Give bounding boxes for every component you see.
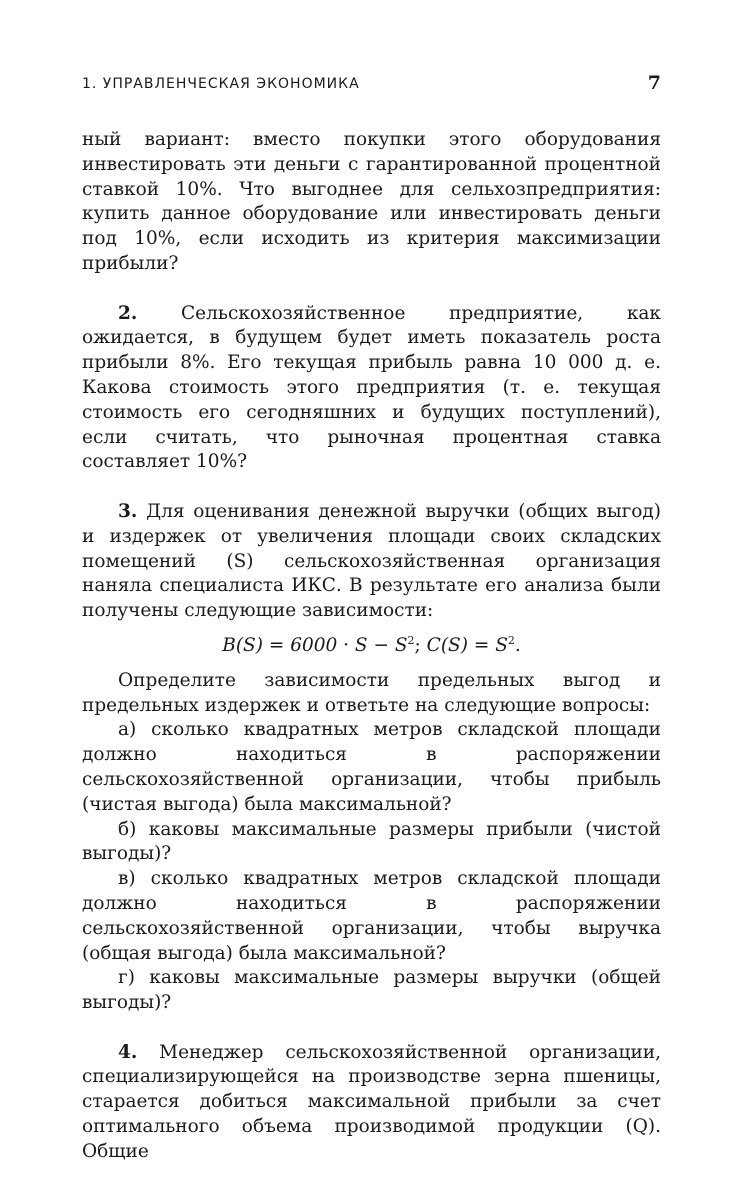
task-3-question-d: г) каковы максимальные размеры выручки (общей выгоды)?	[82, 967, 661, 1014]
task-3-text: Для оценивания денежной выручки (общих выгод) и издержек от увеличения площади своих складских помещений (S) сельскохозяйственная организация наняла специалиста ИКС. В результате его анализа были получены следующие зависимости:	[82, 500, 662, 622]
formula-separator: ;	[414, 634, 427, 656]
formula-cost-exponent: 2	[507, 633, 515, 647]
formula-end: .	[514, 634, 521, 656]
task-4-number: 4.	[118, 1041, 138, 1063]
task-3-formula	[82, 634, 661, 659]
formula-benefit: B(S) = 6000 · S − S	[222, 634, 408, 656]
task-2-number: 2.	[118, 302, 138, 324]
continuation-paragraph: ный вариант: вместо покупки этого оборудования инвестировать эти деньги с гарантированной процентной ставкой 10%. Что выгоднее для сельхозпредприятия: купить данное оборудование или инвестировать деньги под 10%, если исходить из критерия максимизации прибыли?	[82, 129, 661, 274]
task-2-text: Сельскохозяйственное предприятие, как ожидается, в будущем будет иметь показатель роста прибыли 8%. Его текущая прибыль равна 10 000 д. е. Какова стоимость этого предприятия (т. е. текущая стоимость его сегодняшних и будущих поступлений), если считать, что рыночная процентная ставка составляет 10%?	[82, 302, 661, 473]
task-3-question-a: а) сколько квадратных метров складской площади должно находиться в распоряжении сельскохозяйственной организации, чтобы прибыль (чистая выгода) была максимальной?	[82, 719, 661, 815]
task-2-paragraph	[82, 302, 661, 476]
running-title: 1. УПРАВЛЕНЧЕСКАЯ ЭКОНОМИКА	[82, 76, 360, 92]
task-3-number: 3.	[118, 500, 138, 522]
task-3-question-c: в) сколько квадратных метров складской площади должно находиться в распоряжении сельскохозяйственной организации, чтобы выручка (общая выгода) была максимальной?	[82, 868, 661, 964]
page-header	[82, 74, 661, 96]
task-4-paragraph	[82, 1041, 661, 1165]
page-body	[82, 128, 661, 1165]
task-4-text: Менеджер сельскохозяйственной организации, специализирующейся на производстве зерна пшеницы, старается добиться максимальной прибыли за счет оптимального объема производимой продукции (Q). Общие	[82, 1041, 661, 1162]
task-3-instruction: Определите зависимости предельных выгод и предельных издержек и ответьте на следующие вопросы:	[82, 669, 661, 716]
page-number: 7	[647, 72, 661, 94]
task-3-paragraph	[82, 500, 661, 624]
task-3-question-b: б) каковы максимальные размеры прибыли (чистой выгоды)?	[82, 818, 661, 865]
formula-benefit-exponent: 2	[407, 633, 415, 647]
formula-cost: C(S) = S	[426, 634, 508, 656]
